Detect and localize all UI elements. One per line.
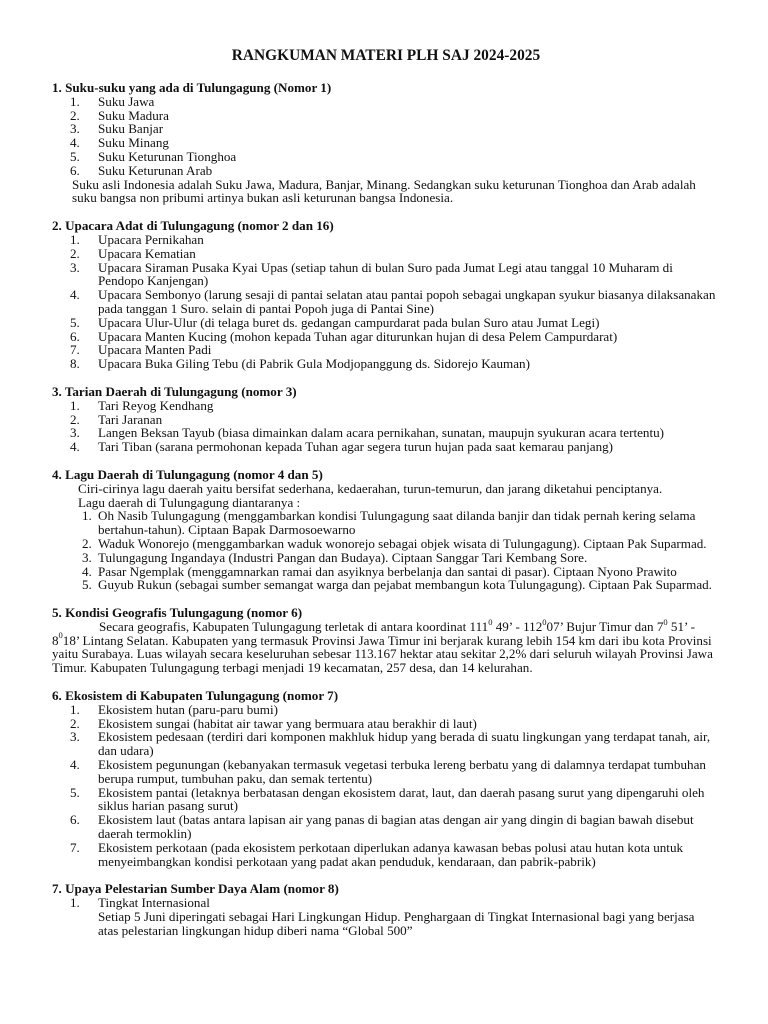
list-item [52, 357, 716, 371]
item-number: 5. [70, 148, 80, 164]
list-item [52, 786, 716, 814]
list-item [52, 413, 716, 427]
item-text: Upacara Manten Kucing (mohon kepada Tuhan agar diturunkan hujan di desa Pelem Campurdarat) [98, 328, 618, 344]
list-item [52, 565, 716, 579]
item-text: Tulungagung Ingandaya (Industri Pangan dan Budaya). Ciptaan Sanggar Tari Kembang Sore. [98, 549, 588, 565]
item-text: Guyub Rukun (sebagai sumber semangat warga dan pejabat membangun kota Tulungagung). Ciptaan Pak Suparmad. [98, 577, 712, 593]
list-item [52, 150, 716, 164]
list-item [52, 109, 716, 123]
item-number: 4. [70, 439, 80, 455]
item-number: 6. [70, 162, 80, 178]
item-number: 2. [70, 411, 80, 427]
section-heading: 5. Kondisi Geografis Tulungagung (nomor 6) [52, 605, 303, 621]
section-ekosistem [52, 689, 716, 868]
item-number: 2. [82, 535, 92, 551]
list-item [52, 841, 716, 869]
item-number: 1. [70, 231, 80, 247]
item-text: Upacara Siraman Pusaka Kyai Upas (setiap tahun di bulan Suro pada Jumat Legi atau tanggal 10 Muharam di Pendopo Kanjengan) [98, 259, 673, 289]
section-heading: 2. Upacara Adat di Tulungagung (nomor 2 dan 16) [52, 218, 334, 234]
item-number: 3. [70, 729, 80, 745]
pelestarian-list [52, 896, 716, 910]
item-text: Tari Jaranan [98, 411, 163, 427]
item-number: 7. [70, 839, 80, 855]
lagu-intro-list: Lagu daerah di Tulungagung diantaranya : [78, 494, 301, 510]
item-text: Upacara Sembonyo (larung sesaji di pantai selatan atau pantai popoh sebagai ungkapan syukur biasanya dilaksanakan pada tanggan 1 Suro. selain di pantai Popoh juga di Pantai Sine) [98, 287, 716, 316]
item-text: Suku Madura [98, 107, 169, 123]
list-item [52, 758, 716, 786]
document-page [52, 47, 716, 952]
item-text: Ekosistem sungai (habitat air tawar yang bermuara atau berakhir di laut) [98, 715, 477, 731]
list-item [52, 316, 716, 330]
item-text: Ekosistem perkotaan (pada ekosistem perkotaan diperlukan adanya kawasan bebas polusi atau hutan kota untuk menyeimbangkan kondisi perkotaan yang padat akan penduduk, kendaraan, dan pabrik-pabrik) [98, 839, 684, 869]
list-item [52, 233, 716, 247]
list-item [52, 440, 716, 454]
text-run: 51’ - 8 [52, 618, 696, 648]
item-number: 3. [70, 259, 80, 275]
item-number: 7. [70, 342, 80, 358]
item-number: 1. [70, 93, 80, 109]
item-number: 5. [70, 784, 80, 800]
text-run: 18’ Lintang Selatan. Kabupaten yang termasuk Provinsi Jawa Timur ini berjarak kurang lebih 154 km dari ibu kota Provinsi yaitu Surabaya. Luas wilayah secara keseluruhan sebesar 113.167 hektar atau sekitar 2,2% dari seluruh wilayah Provinsi Jawa Timur. Kabupaten Tulungagung terbagi menjadi 19 kecamatan, 257 desa, dan 14 kelurahan. [52, 632, 713, 676]
item-number: 1. [70, 701, 80, 717]
suku-list [52, 95, 716, 178]
section-heading: 1. Suku-suku yang ada di Tulungagung (Nomor 1) [52, 80, 332, 95]
list-item [52, 136, 716, 150]
ekosistem-list [52, 703, 716, 869]
list-item [52, 95, 716, 109]
section-suku [52, 81, 716, 205]
item-text: Pasar Ngemplak (menggamnarkan ramai dan asyiknya berbelanja dan santai di pasar). Ciptaan Nyono Prawito [98, 563, 677, 579]
item-number: 4. [70, 757, 80, 773]
list-item [52, 122, 716, 136]
list-item [52, 247, 716, 261]
item-text: Upacara Pernikahan [98, 231, 204, 247]
text-run: 49’ - 112 [492, 618, 543, 634]
item-number: 1. [70, 895, 80, 911]
list-item [52, 813, 716, 841]
list-item [52, 551, 716, 565]
tarian-list [52, 399, 716, 454]
item-text: Suku Minang [98, 135, 169, 151]
document-title: RANGKUMAN MATERI PLH SAJ 2024-2025 [231, 47, 541, 64]
list-item [52, 896, 716, 910]
geografis-paragraph [52, 616, 716, 676]
item-number: 6. [70, 328, 80, 344]
section-geografis [52, 606, 716, 675]
list-item [52, 164, 716, 178]
list-item [52, 730, 716, 758]
item-text: Oh Nasib Tulungagung (menggambarkan kondisi Tulungagung saat dilanda banjir dan tidak pernah kering selama bertahun-tahun). Ciptaan Bapak Darmosoewarno [98, 508, 696, 538]
item-text: Waduk Wonorejo (menggambarkan waduk wonorejo sebagai objek wisata di Tulungagung). Ciptaan Pak Suparmad. [98, 535, 707, 551]
item-text: Suku Banjar [98, 121, 164, 137]
section-heading: 3. Tarian Daerah di Tulungagung (nomor 3) [52, 383, 297, 399]
item-text: Ekosistem hutan (paru-paru bumi) [98, 701, 278, 717]
item-text: Suku Keturunan Tionghoa [98, 148, 237, 164]
section-tarian [52, 385, 716, 454]
list-item [52, 330, 716, 344]
item-text: Ekosistem pedesaan (terdiri dari komponen makhluk hidup yang berada di suatu lingkungan yang terdapat tanah, air, dan udara) [98, 729, 711, 759]
pelestarian-detail: Setiap 5 Juni diperingati sebagai Hari Lingkungan Hidup. Penghargaan di Tingkat Internasional bagi yang berjasa atas pelestarian lingkungan hidup diberi nama “Global 500” [98, 909, 695, 938]
degree-sup: 0 [488, 616, 493, 627]
upacara-list [52, 233, 716, 371]
section-heading: 6. Ekosistem di Kabupaten Tulungagung (nomor 7) [52, 688, 339, 704]
list-item [52, 717, 716, 731]
item-number: 1. [70, 397, 80, 413]
lagu-list [52, 509, 716, 592]
item-text: Tari Tiban (sarana permohonan kepada Tuhan agar segera turun hujan pada saat kemarau panjang) [98, 439, 614, 455]
item-text: Suku Jawa [98, 93, 155, 109]
item-number: 5. [70, 314, 80, 330]
item-number: 3. [70, 425, 80, 441]
item-number: 3. [70, 121, 80, 137]
list-item [52, 509, 716, 537]
item-number: 6. [70, 812, 80, 828]
item-number: 1. [82, 508, 92, 524]
item-text: Ekosistem pegunungan (kebanyakan termasuk vegetasi terbuka lereng berbatu yang di dalamnya terdapat tumbuhan berupa rumput, tumbuhan paku, dan semak tertentu) [98, 757, 706, 786]
item-text: Ekosistem laut (batas antara lapisan air yang panas di bagian atas dengan air yang dingin di bagian bawah disebut daerah termoklin) [98, 812, 694, 842]
list-item [52, 703, 716, 717]
item-number: 5. [82, 577, 92, 593]
item-number: 4. [70, 287, 80, 303]
item-text: Tingkat Internasional [98, 895, 210, 911]
item-text: Langen Beksan Tayub (biasa dimainkan dalam acara pernikahan, sunatan, maupujn syukuran acara tertentu) [98, 425, 665, 441]
list-item [52, 399, 716, 413]
section-upacara [52, 219, 716, 371]
degree-sup: 0 [58, 630, 63, 641]
list-item [52, 578, 716, 592]
list-item [52, 426, 716, 440]
item-number: 4. [70, 135, 80, 151]
text-run: 07’ Bujur Timur dan 7 [546, 618, 664, 634]
item-text: Suku Keturunan Arab [98, 162, 213, 178]
item-text: Upacara Manten Padi [98, 342, 212, 358]
section-lagu [52, 468, 716, 592]
section-heading: 4. Lagu Daerah di Tulungagung (nomor 4 dan 5) [52, 466, 323, 482]
item-number: 8. [70, 356, 80, 372]
suku-note: Suku asli Indonesia adalah Suku Jawa, Madura, Banjar, Minang. Sedangkan suku keturunan Tionghoa dan Arab adalah suku bangsa non pribumi artinya bukan asli keturunan bangsa Indonesia. [72, 176, 696, 206]
item-text: Upacara Buka Giling Tebu (di Pabrik Gula Modjopanggung ds. Sidorejo Kauman) [98, 356, 530, 372]
item-number: 2. [70, 715, 80, 731]
item-text: Upacara Ulur-Ulur (di telaga buret ds. gedangan campurdarat pada bulan Suro atau Jumat Legi) [98, 314, 600, 330]
list-item [52, 537, 716, 551]
item-number: 3. [82, 549, 92, 565]
list-item [52, 343, 716, 357]
item-text: Upacara Kematian [98, 245, 196, 261]
item-number: 2. [70, 245, 80, 261]
degree-sup: 0 [663, 616, 668, 627]
item-text: Tari Reyog Kendhang [98, 397, 214, 413]
item-text: Ekosistem pantai (letaknya berbatasan dengan ekosistem darat, laut, dan daerah pasang surut yang dipengaruhi oleh siklus harian pasang surut) [98, 784, 705, 814]
item-number: 2. [70, 107, 80, 123]
text-run: Secara geografis, Kabupaten Tulungagung terletak di antara koordinat 111 [99, 618, 489, 634]
lagu-intro: Ciri-cirinya lagu daerah yaitu bersifat sederhana, kedaerahan, turun-temurun, dan jarang diketahui penciptanya. [78, 480, 663, 496]
section-heading: 7. Upaya Pelestarian Sumber Daya Alam (nomor 8) [52, 881, 339, 897]
degree-sup: 0 [542, 616, 547, 627]
list-item [52, 288, 716, 316]
item-number: 4. [82, 563, 92, 579]
section-pelestarian [52, 882, 716, 937]
list-item [52, 261, 716, 289]
